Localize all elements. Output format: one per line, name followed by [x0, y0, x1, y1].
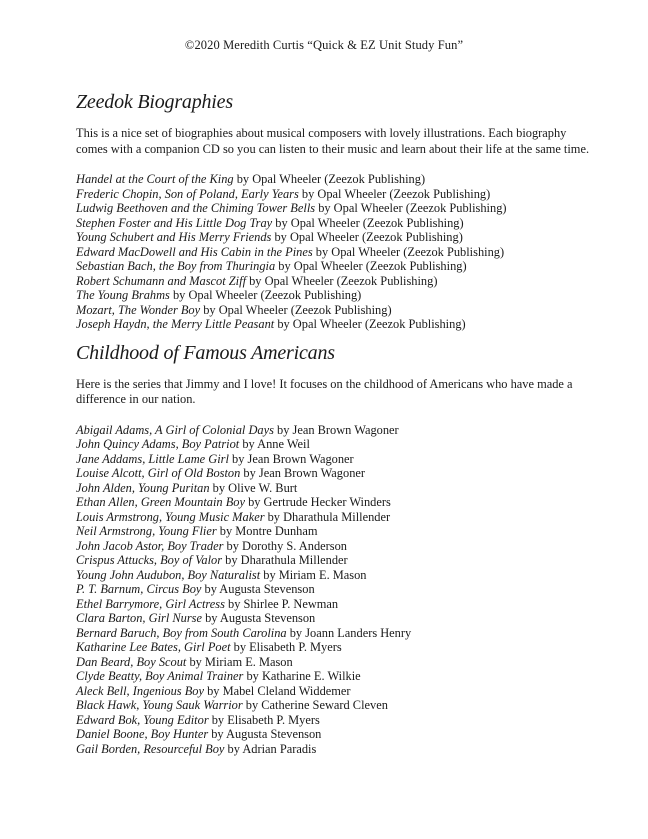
- book-author-publisher: by Katharine E. Wilkie: [243, 669, 361, 683]
- book-entry: [76, 230, 596, 245]
- book-author-publisher: by Joann Landers Henry: [286, 625, 412, 640]
- book-entry: [76, 553, 596, 568]
- book-author-publisher: by Anne Weil: [239, 437, 310, 451]
- book-list: [76, 423, 596, 757]
- book-title: Young Schubert and His Merry Friends: [76, 230, 272, 244]
- book-title: Mozart, The Wonder Boy: [76, 302, 201, 317]
- section-heading: Childhood of Famous Americans: [76, 341, 335, 364]
- book-author-publisher: by Opal Wheeler (Zeezok Publishing): [298, 186, 491, 201]
- section-childhood-of-famous-americans: [76, 341, 596, 757]
- book-entry: [76, 582, 596, 597]
- book-entry: [76, 698, 596, 713]
- book-title: Gail Borden, Resourceful Boy: [76, 741, 225, 756]
- book-author-publisher: by Shirlee P. Newman: [224, 596, 339, 611]
- book-author-publisher: by Dorothy S. Anderson: [223, 538, 347, 553]
- book-author-publisher: by Opal Wheeler (Zeezok Publishing): [315, 201, 507, 215]
- book-entry: [76, 187, 596, 202]
- book-author-publisher: by Dharathula Millender: [222, 553, 348, 567]
- book-author-publisher: by Opal Wheeler (Zeezok Publishing): [312, 244, 505, 259]
- book-author-publisher: by Opal Wheeler (Zeezok Publishing): [233, 172, 426, 186]
- book-entry: [76, 495, 596, 510]
- book-author-publisher: by Elisabeth P. Myers: [208, 712, 320, 727]
- book-entry: [76, 713, 596, 728]
- book-title: John Alden, Young Puritan: [76, 480, 210, 495]
- book-title: P. T. Barnum, Circus Boy: [76, 582, 202, 596]
- section-intro: Here is the series that Jimmy and I love! It focuses on the childhood of Americans who have made a difference in our nation.: [76, 376, 573, 406]
- book-author-publisher: by Augusta Stevenson: [208, 727, 322, 741]
- book-entry: [76, 259, 596, 274]
- book-author-publisher: by Opal Wheeler (Zeezok Publishing): [246, 273, 438, 288]
- book-author-publisher: by Catherine Seward Cleven: [242, 698, 388, 712]
- book-title: Ludwig Beethoven and the Chiming Tower Bells: [76, 201, 316, 215]
- book-title: Stephen Foster and His Little Dog Tray: [76, 215, 273, 230]
- book-author-publisher: by Dharathula Millender: [264, 509, 391, 524]
- book-author-publisher: by Augusta Stevenson: [201, 582, 315, 596]
- book-title: Frederic Chopin, Son of Poland, Early Years: [76, 186, 299, 201]
- book-entry: [76, 216, 596, 231]
- book-author-publisher: by Miriam E. Mason: [186, 654, 293, 669]
- book-title: Dan Beard, Boy Scout: [76, 654, 187, 669]
- book-title: Edward MacDowell and His Cabin in the Pines: [76, 244, 313, 259]
- book-author-publisher: by Jean Brown Wagoner: [228, 451, 354, 466]
- book-title: John Quincy Adams, Boy Patriot: [76, 437, 240, 451]
- book-author-publisher: by Jean Brown Wagoner: [240, 466, 366, 480]
- book-entry: [76, 524, 596, 539]
- book-entry: [76, 742, 596, 757]
- book-title: Sebastian Bach, the Boy from Thuringia: [76, 259, 276, 273]
- book-entry: [76, 597, 596, 612]
- book-author-publisher: by Opal Wheeler (Zeezok Publishing): [274, 317, 466, 331]
- book-entry: [76, 274, 596, 289]
- book-entry: [76, 288, 596, 303]
- book-title: Bernard Baruch, Boy from South Carolina: [76, 625, 287, 640]
- book-entry: [76, 172, 596, 187]
- book-title: Ethan Allen, Green Mountain Boy: [76, 495, 245, 509]
- book-entry: [76, 245, 596, 260]
- book-entry: [76, 452, 596, 467]
- section-zeedok-biographies: [76, 90, 596, 332]
- book-title: Robert Schumann and Mascot Ziff: [76, 273, 247, 288]
- book-title: Katharine Lee Bates, Girl Poet: [76, 640, 231, 654]
- book-entry: [76, 611, 596, 626]
- page-header: ©2020 Meredith Curtis “Quick & EZ Unit Study Fun”: [184, 38, 464, 52]
- book-author-publisher: by Opal Wheeler (Zeezok Publishing): [200, 302, 392, 317]
- book-author-publisher: by Opal Wheeler (Zeezok Publishing): [275, 259, 467, 273]
- book-entry: [76, 655, 596, 670]
- book-entry: [76, 640, 596, 655]
- book-title: Ethel Barrymore, Girl Actress: [76, 596, 225, 611]
- book-title: Edward Bok, Young Editor: [76, 712, 209, 727]
- book-author-publisher: by Augusta Stevenson: [202, 611, 316, 625]
- book-entry: [76, 437, 596, 452]
- book-entry: [76, 684, 596, 699]
- book-title: Black Hawk, Young Sauk Warrior: [76, 698, 243, 712]
- book-author-publisher: by Montre Dunham: [216, 524, 318, 538]
- book-title: Abigail Adams, A Girl of Colonial Days: [76, 422, 274, 437]
- book-author-publisher: by Opal Wheeler (Zeezok Publishing): [169, 288, 362, 302]
- book-author-publisher: by Opal Wheeler (Zeezok Publishing): [271, 230, 463, 244]
- page-content: [76, 90, 596, 756]
- book-entry: [76, 669, 596, 684]
- book-entry: [76, 727, 596, 742]
- book-title: Clyde Beatty, Boy Animal Trainer: [76, 669, 244, 683]
- book-author-publisher: by Olive W. Burt: [209, 480, 298, 495]
- book-entry: [76, 317, 596, 332]
- book-title: Aleck Bell, Ingenious Boy: [76, 683, 204, 698]
- book-title: Crispus Attucks, Boy of Valor: [76, 553, 223, 567]
- book-author-publisher: by Gertrude Hecker Winders: [244, 495, 391, 509]
- book-entry: [76, 510, 596, 525]
- book-title: Daniel Boone, Boy Hunter: [76, 727, 209, 741]
- book-entry: [76, 201, 596, 216]
- book-title: Clara Barton, Girl Nurse: [76, 611, 202, 625]
- book-title: Jane Addams, Little Lame Girl: [76, 451, 229, 466]
- book-author-publisher: by Miriam E. Mason: [260, 567, 367, 582]
- book-entry: [76, 423, 596, 438]
- section-heading: Zeedok Biographies: [76, 91, 233, 113]
- book-title: Young John Audubon, Boy Naturalist: [76, 567, 261, 582]
- book-author-publisher: by Elisabeth P. Myers: [230, 640, 342, 654]
- book-entry: [76, 466, 596, 481]
- book-title: Louis Armstrong, Young Music Maker: [76, 509, 265, 524]
- book-entry: [76, 568, 596, 583]
- book-entry: [76, 303, 596, 318]
- book-title: John Jacob Astor, Boy Trader: [76, 538, 224, 553]
- book-title: Louise Alcott, Girl of Old Boston: [76, 466, 241, 480]
- book-author-publisher: by Jean Brown Wagoner: [273, 422, 399, 437]
- book-title: Neil Armstrong, Young Flier: [76, 524, 217, 538]
- book-entry: [76, 626, 596, 641]
- book-author-publisher: by Adrian Paradis: [224, 741, 317, 756]
- book-author-publisher: by Mabel Cleland Widdemer: [203, 683, 351, 698]
- book-entry: [76, 481, 596, 496]
- book-list: [76, 172, 596, 332]
- book-title: Handel at the Court of the King: [76, 172, 234, 186]
- book-title: Joseph Haydn, the Merry Little Peasant: [76, 317, 275, 331]
- section-intro: This is a nice set of biographies about musical composers with lovely illustrations. Each biography comes with a companion CD so you can listen to their music and learn about their life at the same time.: [76, 126, 590, 156]
- book-entry: [76, 539, 596, 554]
- book-title: The Young Brahms: [76, 288, 170, 302]
- book-author-publisher: by Opal Wheeler (Zeezok Publishing): [272, 215, 464, 230]
